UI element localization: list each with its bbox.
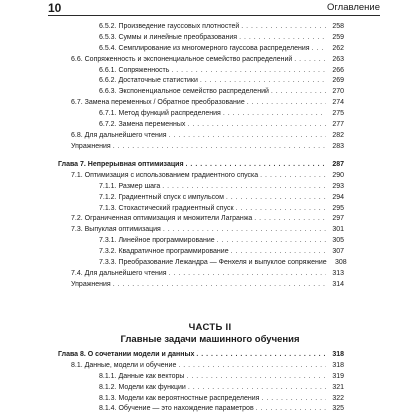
toc-entry (71, 280, 344, 291)
toc-entry-page: 307 (332, 248, 344, 256)
toc-entry-title: 7.1.3. Стохастический градиентный спуск (99, 204, 234, 212)
toc-entry-page: 287 (332, 161, 344, 168)
dot-leader (226, 193, 326, 204)
toc-chapter-entry (58, 160, 344, 171)
toc-entry-title: 6.8. Для дальнейшего чтения (71, 131, 167, 139)
toc-entry-page: 277 (332, 121, 344, 129)
toc-chapter-entry (58, 350, 344, 361)
toc-entry-title: 8.1.2. Модели как функции (99, 383, 186, 391)
toc-entry (88, 236, 344, 247)
dot-leader (261, 394, 326, 405)
dot-leader (171, 66, 326, 77)
toc-entry (71, 225, 344, 236)
toc-entry (88, 66, 344, 77)
toc-entry-title: Глава 7. Непрерывная оптимизация (58, 161, 184, 168)
toc-entry-title: 7.3. Выпуклая оптимизация (71, 226, 161, 234)
toc-entry-title: 8.1. Данные, модели и обучение (71, 361, 177, 369)
toc-entry-page: 319 (332, 372, 344, 380)
toc-entry-title: 8.1.1. Данные как векторы (99, 372, 185, 380)
toc-entry-title: 8.1.4. Обучение — это нахождение параметров (99, 405, 254, 413)
dot-leader (223, 109, 326, 120)
toc-entry (71, 98, 344, 109)
toc-entry (88, 87, 344, 98)
dot-leader (294, 55, 326, 66)
toc-entry (88, 258, 347, 269)
toc-entry-page: 258 (332, 23, 344, 30)
toc-entry-title: Упражнения (71, 142, 111, 150)
dot-leader (196, 350, 326, 361)
toc-entry-page: 294 (332, 193, 344, 201)
toc-entry-title: 6.6. Сопряженность и экспоненциальное семейство распределений (71, 55, 293, 63)
part-title: Главные задачи машинного обучения (120, 334, 300, 345)
page-header (0, 0, 420, 16)
toc-entry-page: 266 (332, 66, 344, 74)
toc-entry (88, 120, 344, 131)
dot-leader (236, 204, 326, 215)
toc-block-chapter-6 (71, 22, 344, 153)
toc-entry-title: 7.3.3. Преобразование Лежандра — Фенхеля и выпуклое сопряжение (99, 259, 327, 267)
toc-entry-title: 6.6.2. Достаточные статистики (99, 77, 198, 85)
part-label: ЧАСТЬ II (188, 322, 232, 333)
toc-entry-title: 6.7.2. Замена переменных (99, 121, 186, 129)
toc-entry-title: 6.6.1. Сопряженность (99, 66, 170, 74)
toc-entry-page: 274 (332, 99, 344, 107)
toc-entry-title: 8.1.3. Модели как вероятностные распределения (99, 394, 260, 402)
toc-block-chapter-8 (58, 350, 344, 415)
toc-entry-page: 283 (332, 142, 344, 150)
toc-entry-title: 6.5.4. Семплирование из многомерного гауссова распределения (99, 44, 310, 52)
dot-leader (187, 120, 326, 131)
toc-entry (88, 33, 344, 44)
toc-entry (71, 142, 344, 153)
part-heading (60, 322, 360, 345)
toc-entry-page: 321 (332, 383, 344, 391)
toc-entry-title: 6.7. Замена переменных / Обратное преобразование (71, 99, 245, 107)
toc-entry (88, 372, 344, 383)
dot-leader (271, 87, 326, 98)
dot-leader (200, 76, 326, 87)
toc-entry (71, 171, 344, 182)
toc-entry (88, 22, 344, 33)
toc-entry-page: 297 (332, 215, 344, 223)
dot-leader (113, 142, 326, 153)
toc-entry (88, 247, 344, 258)
toc-entry-title: 7.1. Оптимизация с использованием градиентного спуска (71, 171, 259, 179)
toc-entry-title: 7.3.2. Квадратичное программирование (99, 248, 229, 256)
toc-entry-page: 290 (332, 171, 344, 179)
toc-entry-title: 7.1.2. Градиентный спуск с импульсом (99, 193, 224, 201)
toc-entry (71, 269, 344, 280)
dot-leader (260, 171, 326, 182)
toc-entry-page: 308 (335, 259, 347, 267)
header-rule (48, 15, 380, 16)
toc-entry (88, 383, 344, 394)
dot-leader (312, 44, 326, 55)
toc-entry (71, 131, 344, 142)
toc-entry-page: 262 (332, 44, 344, 52)
toc-entry-title: 6.5.2. Произведение гауссовых плотностей (99, 23, 240, 30)
toc-entry-page: 322 (332, 394, 344, 402)
toc-entry (71, 214, 344, 225)
dot-leader (256, 404, 326, 415)
toc-entry-title: 7.4. Для дальнейшего чтения (71, 269, 167, 277)
toc-entry-title: Упражнения (71, 280, 111, 288)
toc-entry-page: 263 (332, 55, 344, 63)
toc-block-chapter-7 (58, 160, 347, 291)
toc-entry (71, 361, 344, 372)
toc-entry (88, 193, 344, 204)
toc-entry (88, 44, 344, 55)
toc-entry-title: Глава 8. О сочетании модели и данных (58, 351, 195, 358)
toc-entry-title: 6.7.1. Метод функций распределения (99, 110, 221, 118)
toc-entry-page: 318 (332, 351, 344, 358)
toc-entry-page: 275 (332, 110, 344, 118)
dot-leader (162, 182, 326, 193)
toc-entry-page: 269 (332, 77, 344, 85)
section-title: Оглавление (327, 2, 380, 13)
toc-entry-page: 314 (332, 280, 344, 288)
toc-entry (88, 394, 344, 405)
toc-entry-title: 6.6.3. Экспоненциальное семейство распределений (99, 88, 269, 96)
dot-leader (113, 280, 326, 291)
toc-entry-title: 6.5.3. Суммы и линейные преобразования (99, 33, 238, 41)
dot-leader (241, 22, 326, 33)
toc-entry-title: 7.2. Ограниченная оптимизация и множители Лагранжа (71, 215, 253, 223)
toc-entry (88, 204, 344, 215)
dot-leader (247, 98, 326, 109)
dot-leader (239, 33, 326, 44)
dot-leader (217, 236, 326, 247)
dot-leader (188, 383, 326, 394)
toc-entry-title: 7.1.1. Размер шага (99, 182, 161, 190)
toc-entry-page: 295 (332, 204, 344, 212)
dot-leader (178, 361, 326, 372)
toc-entry (88, 404, 344, 415)
toc-entry-page: 318 (332, 361, 344, 369)
toc-entry-page: 301 (332, 226, 344, 234)
dot-leader (231, 247, 326, 258)
dot-leader (169, 131, 326, 142)
toc-entry-page: 313 (332, 269, 344, 277)
toc-entry-page: 270 (332, 88, 344, 96)
toc-entry (88, 182, 344, 193)
toc-entry (88, 76, 344, 87)
toc-entry (71, 55, 344, 66)
toc-entry-page: 282 (332, 131, 344, 139)
dot-leader (186, 372, 326, 383)
page-number: 10 (48, 1, 62, 15)
toc-entry-page: 305 (332, 237, 344, 245)
toc-entry (88, 109, 344, 120)
dot-leader (186, 160, 326, 171)
toc-entry-page: 293 (332, 182, 344, 190)
toc-entry-page: 259 (332, 33, 344, 41)
dot-leader (254, 214, 326, 225)
toc-entry-page: 325 (332, 405, 344, 413)
dot-leader (169, 269, 326, 280)
toc-entry-title: 7.3.1. Линейное программирование (99, 237, 215, 245)
dot-leader (163, 225, 326, 236)
